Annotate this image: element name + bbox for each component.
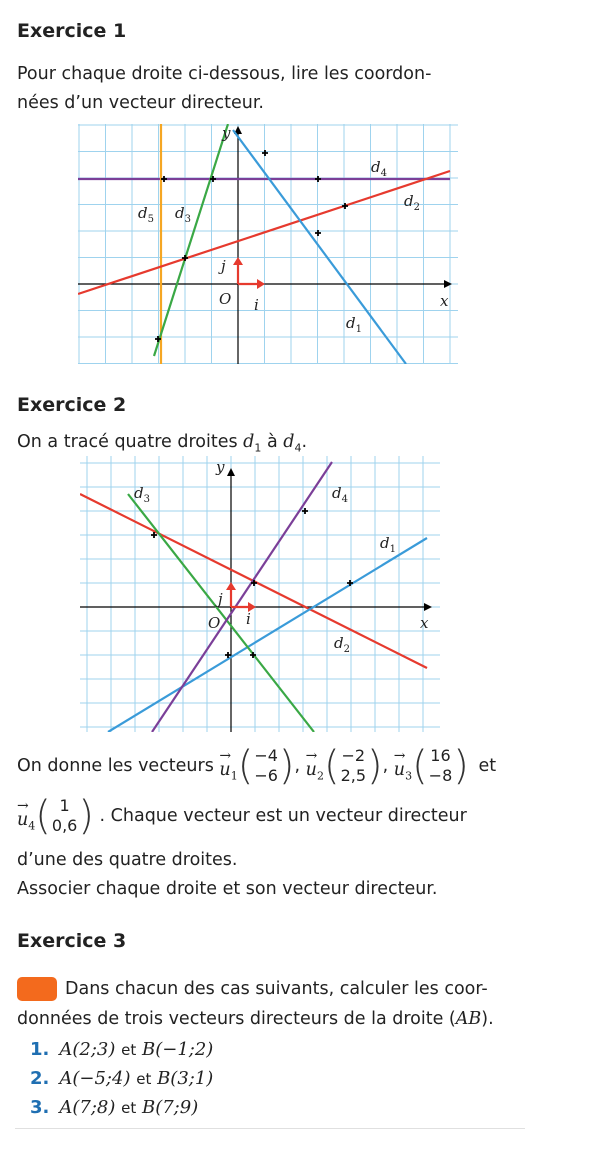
x-axis-label: x [420,614,429,632]
list-item [30,1068,213,1089]
svg-text:d2 [404,192,420,213]
vector-top: 16 [430,746,451,765]
right-paren-icon: ) [367,743,383,789]
point-a: A(2;3) [59,1039,116,1060]
item-number: 2. [30,1068,50,1089]
difficulty-badge [17,977,57,1001]
exercise-1-title: Exercice 1 [17,20,127,42]
exercise-3-text1: Dans chacun des cas suivants, calculer les coor- [65,979,488,999]
exercise-3-text-line1 [17,975,488,1004]
vector-symbol: u [305,759,317,780]
vector-sub: 3 [405,769,413,783]
label-d2-sub: 2 [413,202,420,213]
vectors-line-1 [17,743,497,789]
exercise-2-line3: d’une des quatre droites. [17,850,238,870]
bottom-divider [15,1128,525,1129]
point-b: B(3;1) [157,1068,214,1089]
vector-i-label: i [246,610,251,628]
label-d2: d [404,192,414,210]
point-b: B(7;9) [141,1097,199,1118]
vector-bottom: 0,6 [51,816,78,835]
label-d3: d [134,484,144,502]
exercise-1-text-line1: Pour chaque droite ci-dessous, lire les coordon- [17,64,432,84]
label-d3-sub: 3 [143,494,150,505]
vector-u1: → $u_1$ ( −4 −6 ) , [219,743,301,789]
graph-grid [78,124,458,364]
arrow-icon: → [17,797,29,814]
vector-u4 [17,793,94,839]
label-d3: d [175,204,185,222]
vector-u3-name [393,747,413,783]
intro-end: . [301,432,308,452]
vector-j-label: j [221,257,226,275]
x-axis-label: x [440,292,449,310]
label-d1-sub: 1 [389,544,396,555]
vector-sub: 1 [230,769,238,783]
vector-u2: → $u_2$ ( −2 2,5 ) , [305,743,389,789]
vector-i-arrowhead [257,279,265,289]
arrow-icon: → [393,747,406,764]
x-axis-arrow [444,280,452,288]
vectors-line-2 [17,793,467,839]
line-d4 [152,462,332,732]
right-paren-icon: ) [278,743,295,789]
arrow-icon: → [219,747,232,764]
et-text: et [136,1070,152,1088]
label-d4-sub: 4 [380,168,387,179]
left-paren-icon: ( [35,793,51,839]
label-d5: d [138,204,148,222]
label-d4: d [371,158,381,176]
intro-mid: à [261,432,284,452]
label-d1: d [346,314,356,332]
give-text: On donne les vecteurs [17,756,214,776]
label-d2: d [334,634,344,652]
svg-text:d1 [346,314,362,335]
et-text: et [121,1041,137,1059]
vector-top: 1 [59,796,70,815]
exercise-3-title: Exercice 3 [17,930,127,952]
intro-d1: d [243,432,255,452]
vector-symbol: u [219,759,231,780]
et-text: et [478,756,497,776]
exercise-3-text-line2 [17,1005,494,1034]
label-d1: d [380,534,390,552]
exercise-1-text-line2: nées d’un vecteur directeur. [17,93,264,113]
point-a: A(−5;4) [59,1068,131,1089]
vector-top: −4 [254,746,278,765]
point [262,150,268,156]
line-ab: AB [455,1009,482,1029]
arrow-icon: → [305,747,318,764]
label-d1-sub: 1 [355,324,362,335]
point [315,176,321,182]
svg-text:d4 [371,158,387,179]
label-d4-sub: 4 [341,494,348,505]
vector-top: −2 [341,746,366,765]
vector-bottom: 2,5 [340,766,367,785]
intro-text: On a tracé quatre droites [17,432,244,452]
label-d2-sub: 2 [343,644,350,655]
exercise-2-line4: Associer chaque droite et son vecteur directeur. [17,879,438,899]
label-d3-sub: 3 [184,214,191,225]
vector-symbol: u [393,759,406,780]
vector-sub: 2 [316,769,324,783]
svg-text:d3 [175,204,191,225]
vector-sub: 4 [28,819,36,833]
exercise-2-title: Exercice 2 [17,394,127,416]
vector-j-arrowhead [233,257,243,265]
item-number: 3. [30,1097,50,1118]
vector-symbol: u [17,809,29,830]
exercise-3-text2: données de trois vecteurs directeurs de la droite ( [17,1009,456,1029]
after-vector-text: . Chaque vecteur est un vecteur directeur [99,806,467,826]
y-axis-arrow [227,468,235,476]
vector-j-label: j [218,590,223,608]
svg-text:d1 [380,534,396,555]
svg-text:d5 [138,204,154,225]
vector-u4-name [17,797,36,833]
intro-d4: d [283,432,295,452]
right-paren-icon: ) [78,793,94,839]
vector-bottom: −8 [428,766,453,785]
point-a: A(7;8) [59,1097,116,1118]
origin-label: O [219,290,232,308]
vector-bottom: −6 [254,766,278,785]
origin-label: O [208,614,221,632]
point-b: B(−1;2) [141,1039,214,1060]
right-paren-icon: ) [453,743,469,789]
intro-d4-sub: 4 [294,441,302,455]
list-item [30,1097,198,1118]
x-axis-arrow [424,603,432,611]
label-d4: d [332,484,342,502]
label-d5-sub: 5 [147,214,154,225]
svg-text:d2 [334,634,350,655]
list-item [30,1039,213,1060]
left-paren-icon: ( [412,743,428,789]
item-number: 1. [30,1039,50,1060]
y-axis-label: y [222,124,231,142]
exercise-3-text2-end: ). [481,1009,494,1029]
exercise-2-graph [80,456,440,732]
vector-i-label: i [254,296,259,314]
line-d3 [154,124,228,356]
y-axis-label: y [216,458,225,476]
left-paren-icon: ( [237,743,254,789]
intro-d1-sub: 1 [254,441,262,455]
vector-u2-name [305,747,324,783]
exercise-1-graph [78,124,458,364]
et-text: et [121,1099,137,1117]
vector-u3 [393,743,469,789]
left-paren-icon: ( [323,743,340,789]
vector-u1-name [219,747,238,783]
